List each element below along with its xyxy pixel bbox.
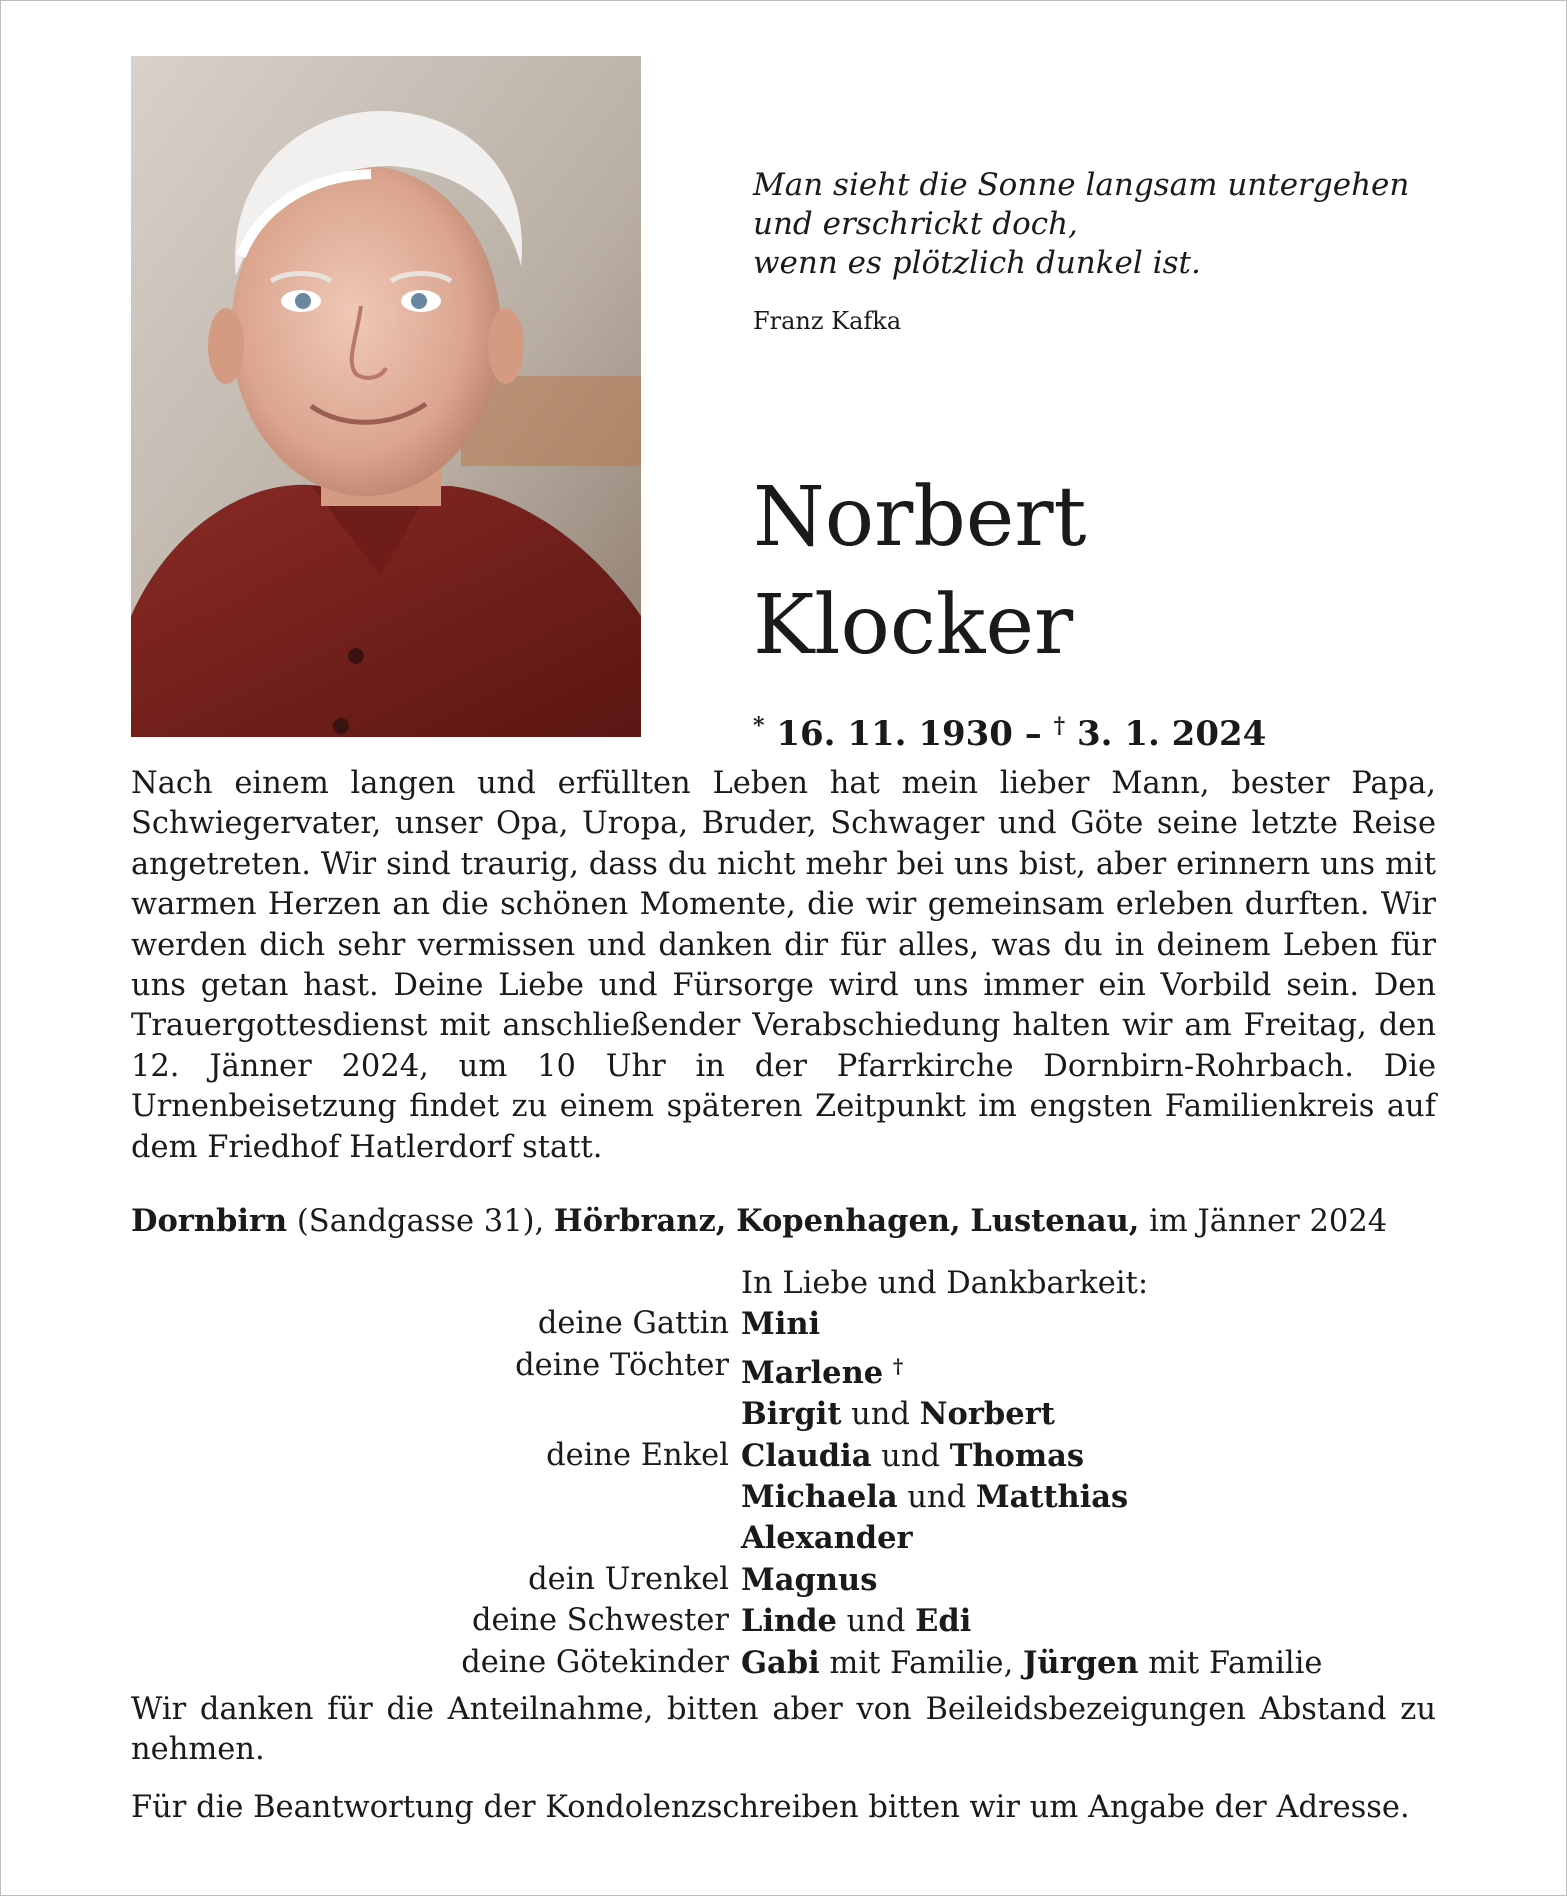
family-name: Marlene	[741, 1354, 884, 1391]
family-name: Norbert	[919, 1396, 1055, 1433]
relation-label: dein Urenkel	[528, 1561, 729, 1597]
relation-label: deine Töchter	[515, 1347, 729, 1383]
birth-date: 16. 11. 1930	[776, 714, 1013, 754]
family-row	[131, 1304, 1441, 1345]
deceased-name	[753, 464, 1087, 680]
connector: und	[897, 1480, 976, 1516]
family-name: Jürgen	[1022, 1644, 1139, 1681]
portrait-photo	[131, 56, 641, 737]
announcement-text: Nach einem langen und erfüllten Leben hat mein lieber Mann, bester Papa, Schwiegervater, unser Opa, Uropa, Bruder, Schwager und Göte seine letzte Reise angetreten. Wir sind traurig, dass du nicht mehr bei uns bist, aber erinnern uns mit warmen Herzen an die schönen Momente, die wir gemeinsam erleben durften. Wir werden dich sehr vermissen und danken dir für alles, was du in deinem Leben für uns getan hast. Deine Liebe und Fürsorge wird uns immer ein Vorbild sein. Den Trauergottesdienst mit anschließender Verabschiedung halten wir am Freitag, den 12. Jänner 2024, um 10 Uhr in der Pfarrkirche Dornbirn-Rohrbach. Die Urnenbeisetzung findet zu einem späteren Zeitpunkt im engsten Familienkreis auf dem Friedhof Hatlerdorf statt.	[131, 766, 1436, 1165]
family-list	[131, 1264, 1441, 1684]
family-name: Michaela	[741, 1479, 898, 1516]
family-name: Gabi	[741, 1644, 820, 1681]
quote-line-2: und erschrickt doch,	[753, 206, 1078, 242]
family-name: Birgit	[741, 1396, 842, 1433]
family-name: Matthias	[975, 1479, 1129, 1516]
family-row	[131, 1436, 1441, 1477]
relation-label: deine Götekinder	[461, 1644, 729, 1680]
date-separator: –	[1012, 714, 1054, 754]
family-row	[131, 1643, 1441, 1684]
relation-label: deine Enkel	[546, 1437, 729, 1473]
family-row	[131, 1477, 1441, 1518]
life-dates	[753, 702, 1266, 758]
with-family-text: mit Familie	[819, 1645, 1004, 1681]
family-name: Alexander	[741, 1520, 913, 1557]
death-cross-icon: †	[1053, 713, 1066, 739]
separator: ,	[1003, 1645, 1023, 1681]
place-kopenhagen: Kopenhagen,	[736, 1203, 961, 1239]
deceased-cross-icon: †	[892, 1353, 904, 1378]
kafka-quote	[753, 166, 1493, 283]
family-name: Edi	[915, 1603, 972, 1640]
last-name: Klocker	[753, 578, 1074, 673]
family-row	[131, 1264, 1441, 1304]
family-name: Mini	[741, 1306, 821, 1343]
quote-line-3: wenn es plötzlich dunkel ist.	[753, 245, 1201, 281]
place-address: (Sandgasse 31),	[287, 1204, 554, 1239]
family-name: Magnus	[741, 1561, 878, 1598]
connector: und	[836, 1604, 916, 1640]
thanks-note: Wir danken für die Anteilnahme, bitten aber von Beileidsbezeigungen Abstand zu nehmen.	[131, 1692, 1436, 1768]
quote-author: Franz Kafka	[753, 307, 902, 335]
quote-line-1: Man sieht die Sonne langsam untergehen	[753, 167, 1410, 203]
with-family-text: mit Familie	[1138, 1645, 1323, 1681]
place-date: im Jänner 2024	[1139, 1204, 1388, 1239]
relation-label: deine Gattin	[537, 1306, 729, 1342]
family-row	[131, 1518, 1441, 1559]
family-row	[131, 1394, 1441, 1435]
family-name: Linde	[741, 1603, 837, 1640]
address-note: Für die Beantwortung der Kondolenzschreiben bitten wir um Angabe der Adresse.	[131, 1790, 1410, 1825]
death-date: 3. 1. 2024	[1077, 714, 1267, 754]
family-row	[131, 1560, 1441, 1601]
places-line	[131, 1200, 1441, 1243]
connector: und	[841, 1397, 920, 1433]
family-name: Thomas	[949, 1437, 1085, 1474]
family-row	[131, 1601, 1441, 1642]
relation-label: deine Schwester	[471, 1603, 729, 1639]
place-hoerbranz: Hörbranz,	[553, 1203, 727, 1239]
place-lustenau: Lustenau,	[970, 1203, 1140, 1239]
first-name: Norbert	[753, 470, 1087, 565]
place-dornbirn: Dornbirn	[131, 1203, 288, 1239]
family-intro: In Liebe und Dankbarkeit:	[741, 1266, 1149, 1301]
family-name: Claudia	[741, 1437, 872, 1474]
connector: und	[871, 1438, 950, 1474]
birth-star-icon: *	[753, 713, 765, 739]
family-row	[131, 1346, 1441, 1394]
